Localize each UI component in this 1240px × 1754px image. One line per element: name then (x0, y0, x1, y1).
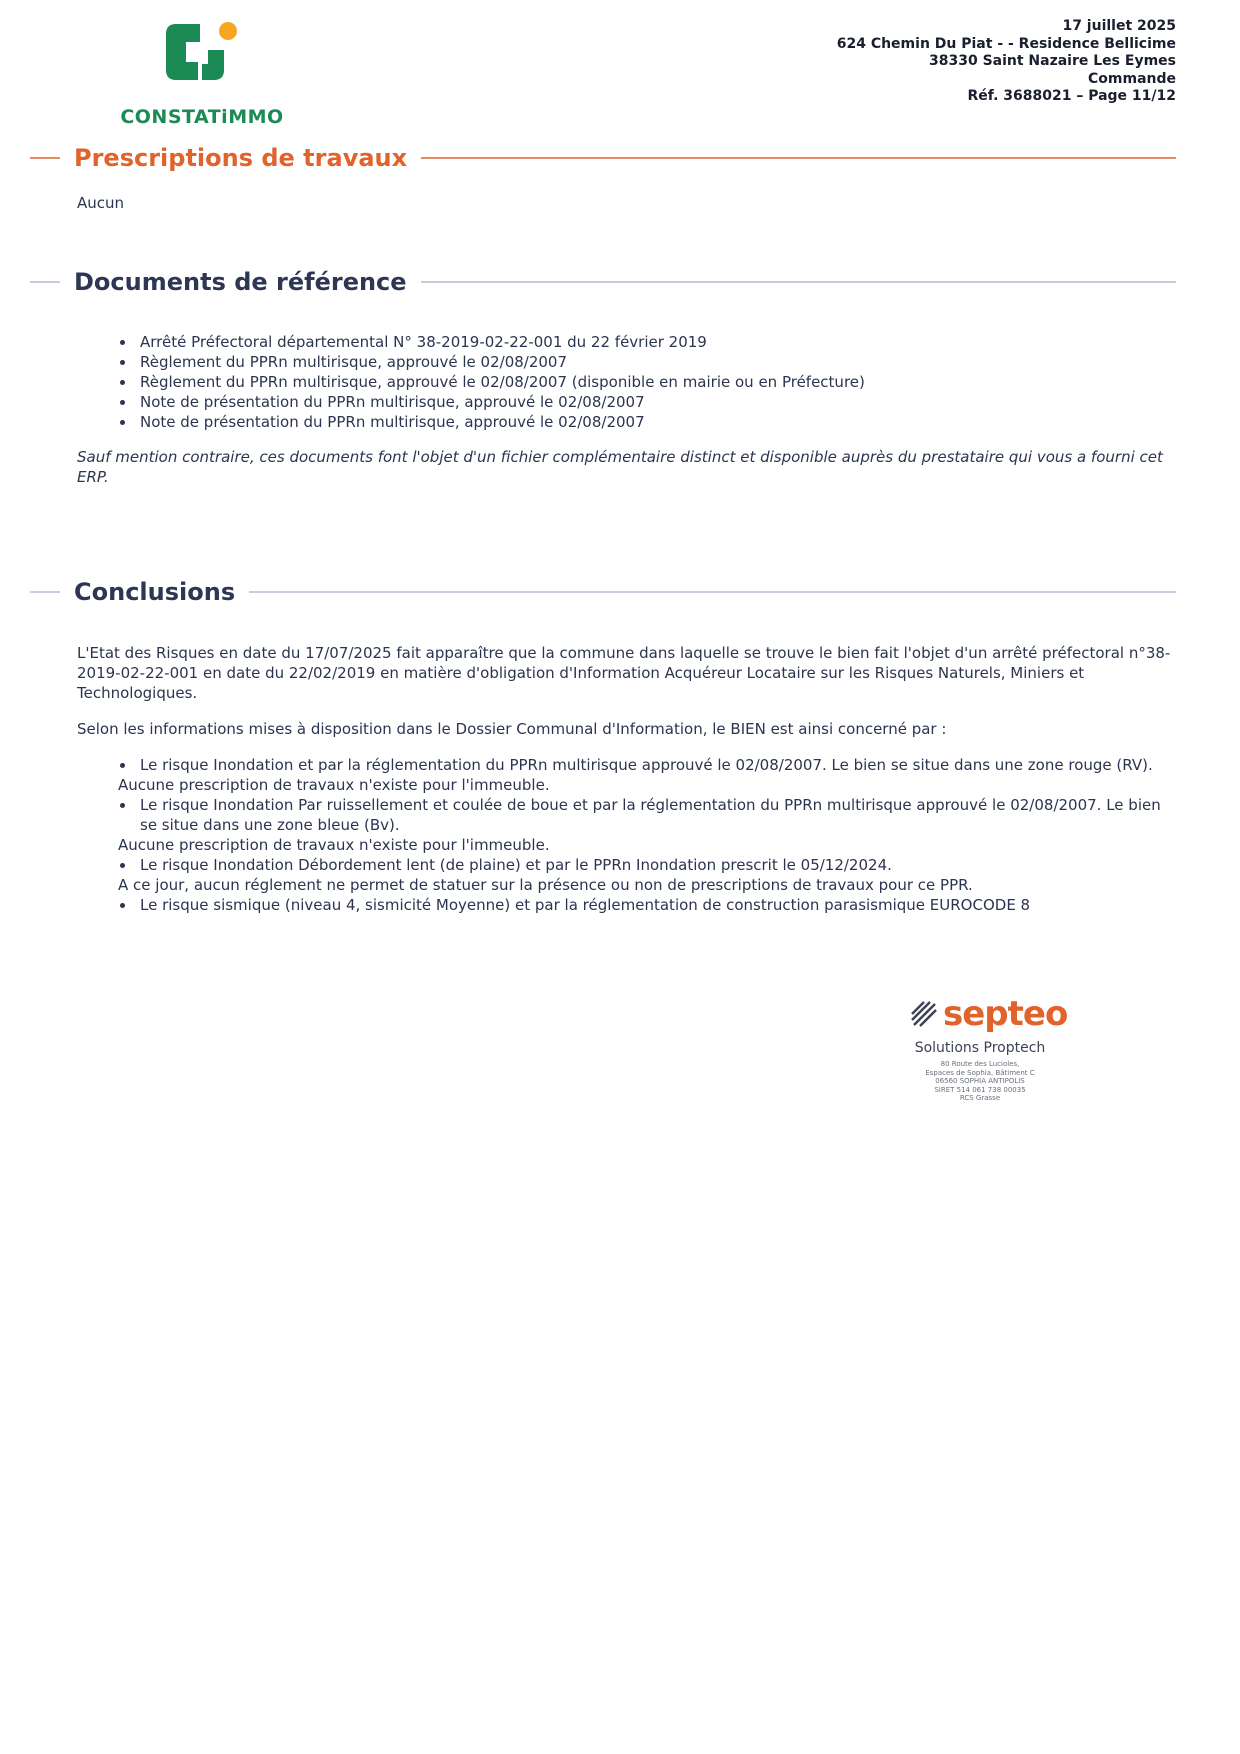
brand-name: CONSTATiMMO (120, 106, 284, 128)
address-line: 80 Route des Lucioles, (940, 1060, 1020, 1068)
risk-item: Le risque sismique (niveau 4, sismicité Moyenne) et par la réglementation de construction parasismique EUROCODE 8 (77, 895, 1177, 915)
septeo-brand: septeo (943, 994, 1068, 1034)
constatimmo-logo-icon (162, 20, 242, 92)
property-address-line1: 624 Chemin Du Piat - - Residence Bellicime (836, 35, 1176, 52)
section-title: Documents de référence (74, 268, 407, 296)
risk-note: Aucune prescription de travaux n'existe pour l'immeuble. (118, 836, 550, 854)
heading-rule-left (30, 157, 60, 159)
septeo-stripes-icon (910, 1000, 938, 1030)
heading-rule-right (421, 281, 1176, 283)
property-address-line2: 38330 Saint Nazaire Les Eymes (928, 53, 1176, 69)
list-item: Note de présentation du PPRn multirisque, approuvé le 02/08/2007 (77, 392, 1177, 412)
list-item: Règlement du PPRn multirisque, approuvé le 02/08/2007 (disponible en mairie ou en Préfecture) (77, 372, 1177, 392)
section-title: Prescriptions de travaux (74, 144, 408, 172)
conclusions-body (77, 643, 1177, 915)
address-line: SIRET 514 061 738 00035 (934, 1085, 1026, 1094)
address-line: RCS Grasse (959, 1094, 1001, 1102)
section-prescriptions-heading (30, 143, 1176, 173)
documents-body (77, 332, 1177, 487)
heading-rule-right (249, 591, 1176, 593)
section-conclusions-heading (30, 577, 1176, 607)
risk-note: Aucune prescription de travaux n'existe pour l'immeuble. (118, 776, 550, 794)
reference-page: Réf. 3688021 – Page 11/12 (967, 88, 1176, 104)
documents-list (77, 332, 1177, 432)
list-item: Règlement du PPRn multirisque, approuvé le 02/08/2007 (77, 352, 1177, 372)
section-title: Conclusions (74, 578, 236, 606)
risks-list (77, 755, 1177, 775)
document-header-info (837, 18, 1176, 106)
heading-rule-right (421, 157, 1176, 159)
heading-rule-left (30, 281, 60, 283)
risk-item: Le risque Inondation Débordement lent (de plaine) et par le PPRn Inondation prescrit le 05/12/2024. (77, 855, 1177, 875)
conclusions-paragraph: Selon les informations mises à disposition dans le Dossier Communal d'Information, le BIEN est ainsi concerné par : (77, 720, 947, 738)
septeo-address (910, 1060, 1050, 1103)
address-line: 06560 SOPHIA ANTIPOLIS (935, 1077, 1025, 1085)
documents-note: Sauf mention contraire, ces documents font l'objet d'un fichier complémentaire distinct et disponible auprès du prestataire qui vous a fourni cet ERP. (77, 448, 1163, 486)
heading-rule-left (30, 591, 60, 593)
section-documents-heading (30, 267, 1176, 297)
risks-list (77, 795, 1177, 835)
risk-item: Le risque Inondation Par ruissellement et coulée de boue et par la réglementation du PPRn multirisque approuvé le 02/08/2007. Le bien se situe dans une zone bleue (Bv). (77, 795, 1177, 835)
risk-note: A ce jour, aucun réglement ne permet de statuer sur la présence ou non de prescriptions de travaux pour ce PPR. (118, 876, 973, 894)
address-line: Espaces de Sophia, Bâtiment C (925, 1068, 1035, 1077)
constatimmo-logo (118, 20, 286, 130)
list-item: Arrêté Préfectoral départemental N° 38-2019-02-22-001 du 22 février 2019 (77, 332, 1177, 352)
prescriptions-text: Aucun (77, 194, 125, 212)
septeo-logo (910, 994, 1068, 1108)
order-label: Commande (1088, 70, 1176, 87)
document-date: 17 juillet 2025 (1062, 18, 1176, 34)
risks-list (77, 855, 1177, 875)
risks-list (77, 895, 1177, 915)
list-item: Note de présentation du PPRn multirisque, approuvé le 02/08/2007 (77, 412, 1177, 432)
conclusions-paragraph: L'Etat des Risques en date du 17/07/2025 fait apparaître que la commune dans laquelle se trouve le bien fait l'objet d'un arrêté préfectoral n°38-2019-02-22-001 en date du 22/02/2019 en matière d'obligation d'Information Acquéreur Locataire sur les Risques Naturels, Miniers et Technologiques. (77, 644, 1171, 702)
prescriptions-body (77, 193, 1177, 213)
risk-item: Le risque Inondation et par la réglementation du PPRn multirisque approuvé le 02/08/2007. Le bien se situe dans une zone rouge (RV). (77, 755, 1177, 775)
septeo-subtitle: Solutions Proptech (914, 1040, 1046, 1056)
